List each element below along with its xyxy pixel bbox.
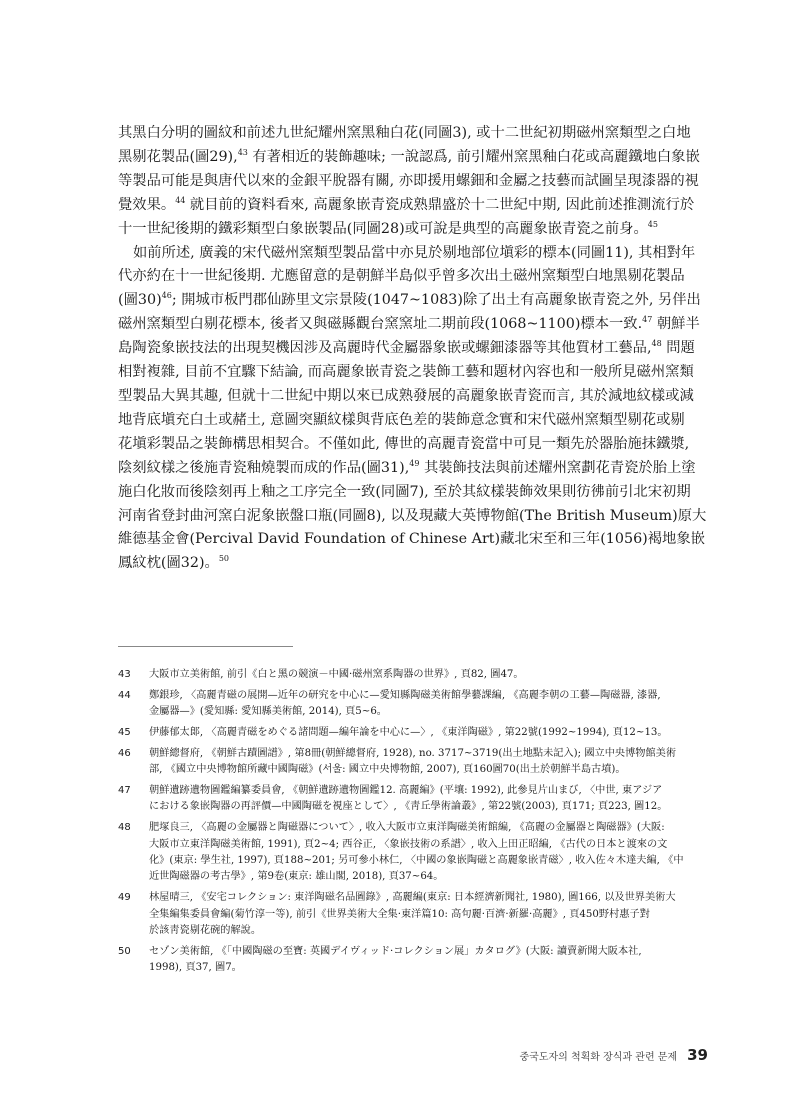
text-run: ; 開城市板門郡仙跡里文宗景陵(1047~1083)除了出土有高麗象嵌青瓷之外, 另伴出 xyxy=(171,292,701,309)
text-line xyxy=(118,194,695,218)
text-run: 十一世紀後期的鐵彩類型白象嵌製品(同圖28)或可說是典型的高麗象嵌青瓷之前身。 xyxy=(118,220,648,237)
footnote-item xyxy=(118,944,690,977)
footnote-item xyxy=(118,688,690,721)
text-run: 有著相近的裝飾趣味; 一說認爲, 前引耀州窯黑釉白花或高麗鐵地白象嵌 xyxy=(247,148,700,165)
text-line: 如前所述, 廣義的宋代磁州窯類型製品當中亦見於剔地部位塡彩的標本(同圖11), 其相對年 xyxy=(133,244,696,261)
footnote-item xyxy=(118,890,690,939)
footnote-number: 43 xyxy=(118,669,131,680)
footnote-item xyxy=(118,667,690,683)
footnote-line: における象嵌陶器の再評價—中國陶磁を視座として〉, 《靑丘學術論叢》, 第22號(2003), 頁171; 頁223, 圖12。 xyxy=(149,801,668,813)
footnote-line: 朝鮮總督府, 《朝鮮古蹟圖譜》, 第8冊(朝鮮總督府, 1928), no. 3717~3719(出土地點未記入); 國立中央博物館美術 xyxy=(149,747,677,759)
footnote-ref[interactable]: 46 xyxy=(161,291,172,301)
footnote-line: 朝鮮遺跡遺物圖鑑編纂委員會, 《朝鮮遺跡遺物圖鑑12. 高麗編》(平壤: 1992), 此參見片山まび, 〈中世, 東アジア xyxy=(149,785,663,796)
footnote-number: 48 xyxy=(118,822,131,834)
text-run: 陰刻紋樣之後施青瓷釉燒製而成的作品(圖31), xyxy=(118,459,410,476)
footnote-line: 伊藤郁太郞, 〈高麗青磁をめぐる諸問題—編年論を中心に—〉, 《東洋陶磁》, 第22號(1992~1994), 頁12~13。 xyxy=(149,727,668,738)
text-line: 等製品可能是與唐代以來的金銀平脫器有關, 亦即援用螺鈿和金屬之技藝而試圖呈現漆器的視 xyxy=(118,172,699,189)
footnote-number: 46 xyxy=(118,747,131,759)
footnote-ref[interactable]: 44 xyxy=(175,195,186,205)
text-line xyxy=(118,313,700,337)
footnote-line: セゾン美術館, 《「中國陶磁の至寶: 英國デイヴィッド·コレクション展」カタログ》(大阪: 讀賣新聞大阪本社, xyxy=(149,945,642,957)
footnote-ref[interactable]: 50 xyxy=(218,554,230,564)
footnote-text xyxy=(149,820,690,886)
footnote-ref[interactable]: 48 xyxy=(651,339,662,349)
footnote-text xyxy=(149,667,690,683)
footnote-line: 近世陶磁器の考古學》, 第9卷(東京: 雄山閣, 2018), 頁37~64。 xyxy=(149,871,444,883)
footnote-ref[interactable]: 43 xyxy=(237,148,248,158)
page-footer xyxy=(520,1046,709,1064)
footnote-number: 45 xyxy=(118,727,131,738)
text-run: 朝鮮半 xyxy=(652,316,700,333)
text-line: 河南省登封曲河窯白泥象嵌盤口瓶(同圖8), 以及現藏大英博物館(The British Museum)原大 xyxy=(118,507,707,524)
text-line xyxy=(118,457,696,481)
text-line: 型製品大異其趣, 但就十二世紀中期以來已成熟發展的高麗象嵌青瓷而言, 其於減地紋樣或減 xyxy=(118,387,694,404)
text-line: 施白化妝而後陰刻再上釉之工序完全一致(同圖7), 至於其紋樣裝飾效果則彷彿前引北宋初期 xyxy=(118,483,691,500)
text-line: 代亦約在十一世紀後期. 尤應留意的是朝鮮半島似乎曾多次出土磁州窯類型白地黑剔花製品 xyxy=(118,268,685,285)
footnote-number: 44 xyxy=(118,689,131,701)
footnote-text xyxy=(149,944,690,977)
paragraph xyxy=(118,122,700,242)
text-run: 覺效果。 xyxy=(118,196,176,213)
text-line: 相對複雜, 目前不宜驟下結論, 而高麗象嵌青瓷之裝飾工藝和題材內容也和一般所見磁州窯類 xyxy=(118,364,694,381)
footnote-number: 49 xyxy=(118,892,131,904)
page-number: 39 xyxy=(687,1046,708,1064)
footnote-ref[interactable]: 45 xyxy=(647,219,658,229)
text-run: 就目前的資料看來, 高麗象嵌青瓷成熟鼎盛於十二世紀中期, 因此前述推測流行於 xyxy=(185,196,695,213)
footnote-ref[interactable]: 47 xyxy=(642,315,653,325)
text-line: 花塡彩製品之裝飾構思相契合。不僅如此, 傳世的高麗青瓷當中可見一類先於器胎施抹鐵漿, xyxy=(118,435,690,452)
footnote-item xyxy=(118,725,690,741)
footnote-line: 於該靑瓷剔花碗的解說。 xyxy=(149,925,262,937)
text-line xyxy=(118,552,690,576)
footnote-text xyxy=(149,746,690,779)
footnote-item xyxy=(118,746,690,779)
text-line: 其黑白分明的圖紋和前述九世紀耀州窯黑釉白花(同圖3), 或十二世紀初期磁州窯類型之白地 xyxy=(118,125,691,141)
main-body-text xyxy=(118,122,707,576)
footnote-text xyxy=(149,688,690,721)
text-line xyxy=(118,146,700,170)
paragraph xyxy=(118,242,707,577)
footnotes-section xyxy=(118,667,690,981)
footnote-line: 化》(東京: 學生社, 1997), 頁188~201; 另可參小林仁, 〈中國の象嵌陶磁と高麗象嵌青磁〉, 收入佐々木達夫編, 《中 xyxy=(149,855,684,867)
footnote-line: 林屋晴三, 《安宅コレクション: 東洋陶磁名品圖錄》, 高麗編(東京: 日本經濟新聞社, 1980), 圖166, 以及世界美術大 xyxy=(149,892,676,904)
footnote-ref[interactable]: 49 xyxy=(409,458,420,468)
footnote-text xyxy=(149,725,690,741)
footnote-text xyxy=(149,783,690,816)
text-line xyxy=(118,218,690,242)
footnote-line: 1998), 頁37, 圖7。 xyxy=(149,962,242,974)
footnote-line: 肥塚良三, 〈高麗の金屬器と陶磁器について〉, 收入大阪市立東洋陶磁美術館編, 《高麗の金屬器と陶磁器》(大阪: xyxy=(149,822,665,834)
footnote-item xyxy=(118,820,690,886)
text-run: 其裝飾技法與前述耀州窯劃花青瓷於胎上塗 xyxy=(419,459,696,476)
footnote-line: 鄭銀珍, 〈高麗青磁の展開—近年の研究を中心に—愛知縣陶磁美術館學藝課編, 《高麗李朝の工藝—陶磁器, 漆器, xyxy=(149,689,661,701)
text-run: 島陶瓷象嵌技法的出現契機因涉及高麗時代金屬器象嵌或螺鈿漆器等其他質材工藝品, xyxy=(118,340,652,357)
text-run: 鳳紋枕(圖32)。 xyxy=(118,555,219,572)
footnote-divider xyxy=(118,646,293,647)
footnote-line: 大阪市立美術館, 前引《白と黑の競演－中國·磁州窯系陶器の世界》, 頁82, 圖47。 xyxy=(149,669,524,680)
footnote-line: 部, 《國立中央博物館所藏中國陶磁》(서울: 國立中央博物館, 2007), 頁160圖70(出土於朝鮮半島古墳)。 xyxy=(149,764,626,776)
text-run: 磁州窯類型白剔花標本, 後者又與磁縣觀台窯窯址二期前段(1068~1100)標本一致. xyxy=(118,316,643,333)
footnote-item xyxy=(118,783,690,816)
text-run: (圖30) xyxy=(118,292,162,309)
text-line xyxy=(118,289,701,313)
footnote-line: 全集編集委員會編(菊竹淳一等), 前引《世界美術大全集·東洋篇10: 高句麗·百濟·新羅·高麗》, 頁450野村惠子對 xyxy=(149,908,650,920)
footnote-number: 47 xyxy=(118,785,131,796)
text-run: 黑剔花製品(圖29), xyxy=(118,148,238,165)
text-line: 維德基金會(Percival David Foundation of Chinese Art)藏北宋至和三年(1056)褐地象嵌 xyxy=(118,531,705,548)
text-line: 地背底塡充白土或赭土, 意圖突顯紋樣與背底色差的裝飾意念實和宋代磁州窯類型剔花或剔 xyxy=(118,411,685,428)
footnote-number: 50 xyxy=(118,945,131,957)
footnote-line: 金屬器—》(愛知縣: 愛知縣美術館, 2014), 頁5~6。 xyxy=(149,706,387,718)
footnote-text xyxy=(149,890,690,939)
text-line xyxy=(118,337,695,361)
text-run: 問題 xyxy=(661,340,695,357)
footnote-line: 大阪市立東洋陶磁美術館, 1991), 頁2~4; 西谷正, 〈象嵌技術の系譜〉, 收入上田正昭編, 《古代の日本と渡來の文 xyxy=(149,838,668,850)
running-title: 중국도자의 척획화 장식과 관련 문제 xyxy=(519,1052,678,1063)
